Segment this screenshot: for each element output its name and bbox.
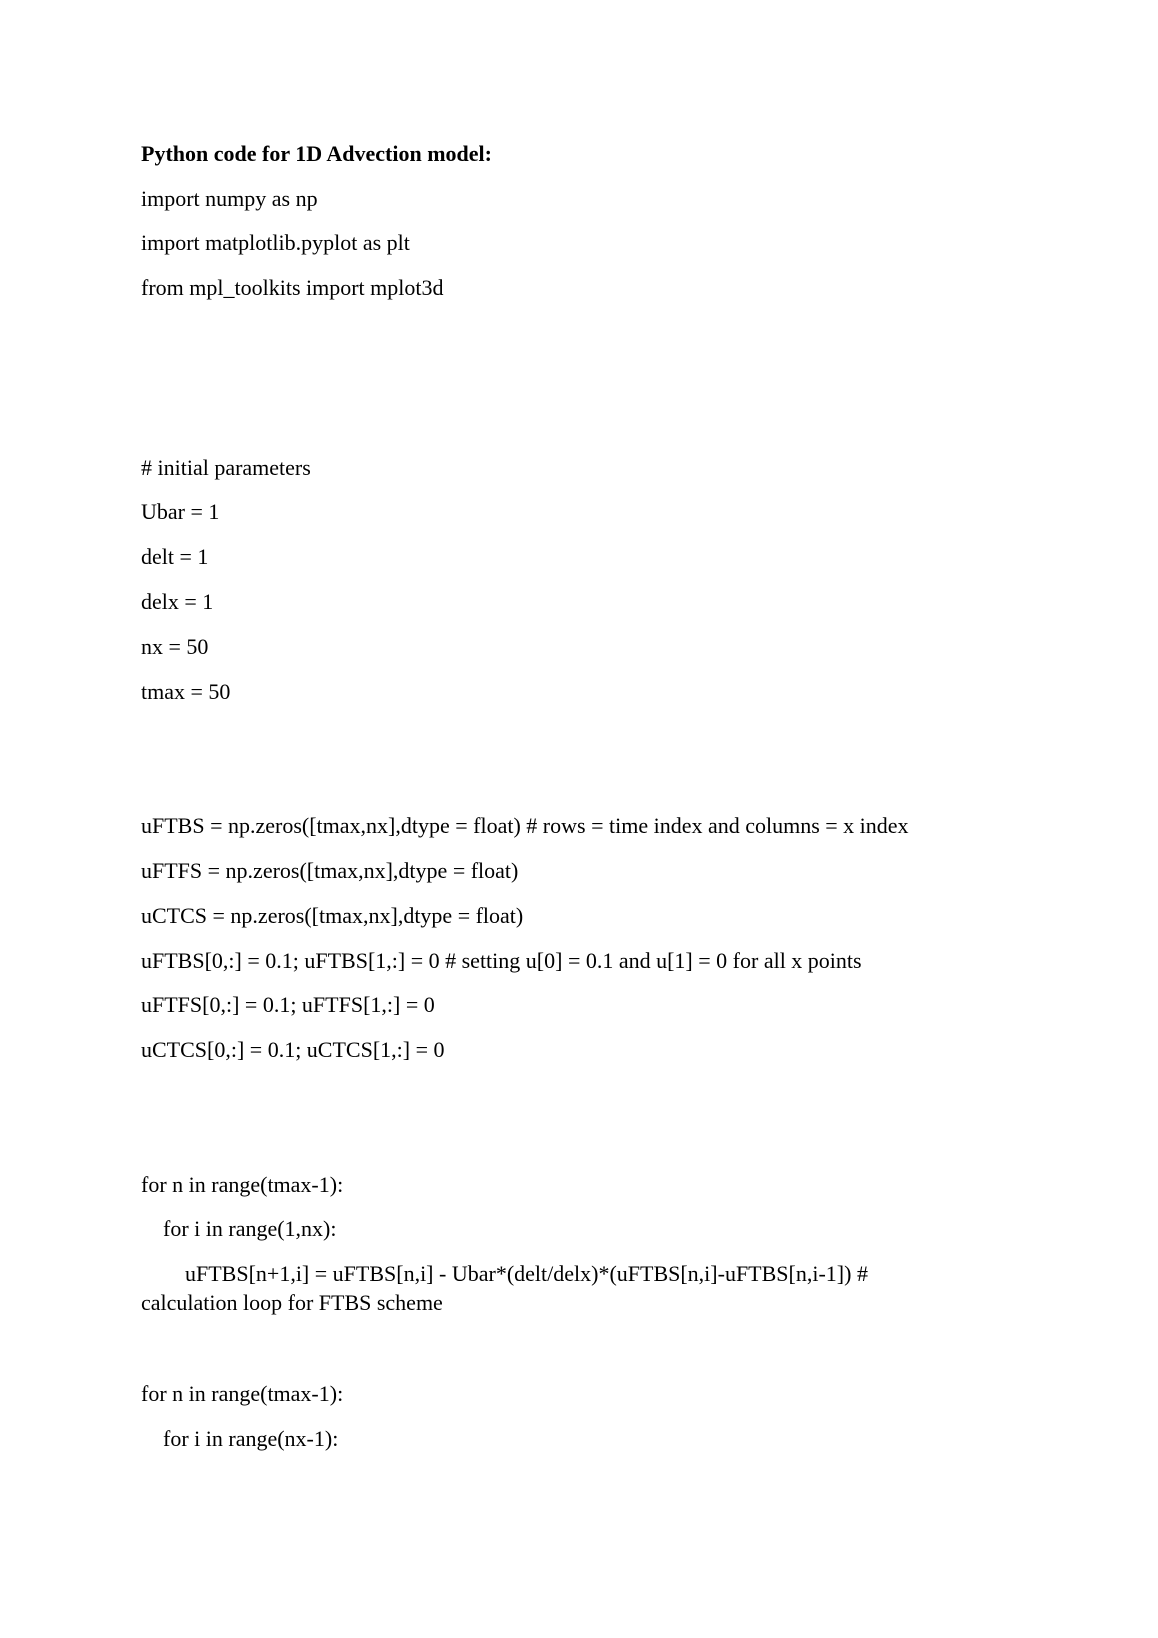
code-line: uFTBS[0,:] = 0.1; uFTBS[1,:] = 0 # setting u[0] = 0.1 and u[1] = 0 for all x points <box>141 948 862 973</box>
code-line: uFTBS[n+1,i] = uFTBS[n,i] - Ubar*(delt/delx)*(uFTBS[n,i]-uFTBS[n,i-1]) # <box>141 1261 868 1286</box>
code-line: tmax = 50 <box>141 679 231 704</box>
code-line: delt = 1 <box>141 544 209 569</box>
code-line: import matplotlib.pyplot as plt <box>141 230 410 255</box>
code-line: for i in range(1,nx): <box>141 1216 337 1241</box>
code-line: for i in range(nx-1): <box>141 1426 339 1451</box>
code-line: for n in range(tmax-1): <box>141 1381 344 1406</box>
code-line: # initial parameters <box>141 455 311 480</box>
code-line: delx = 1 <box>141 589 214 614</box>
code-line: for n in range(tmax-1): <box>141 1172 344 1197</box>
code-line: import numpy as np <box>141 186 318 211</box>
code-line: uCTCS[0,:] = 0.1; uCTCS[1,:] = 0 <box>141 1037 445 1062</box>
code-line: calculation loop for FTBS scheme <box>141 1290 443 1315</box>
code-line: from mpl_toolkits import mplot3d <box>141 275 444 300</box>
code-line: Ubar = 1 <box>141 499 220 524</box>
code-line: nx = 50 <box>141 634 209 659</box>
code-line: uFTBS = np.zeros([tmax,nx],dtype = float) # rows = time index and columns = x index <box>141 813 909 838</box>
code-line: uFTFS = np.zeros([tmax,nx],dtype = float) <box>141 858 519 883</box>
document-heading: Python code for 1D Advection model: <box>141 141 492 166</box>
code-line: uFTFS[0,:] = 0.1; uFTFS[1,:] = 0 <box>141 992 435 1017</box>
code-line: uCTCS = np.zeros([tmax,nx],dtype = float) <box>141 903 524 928</box>
